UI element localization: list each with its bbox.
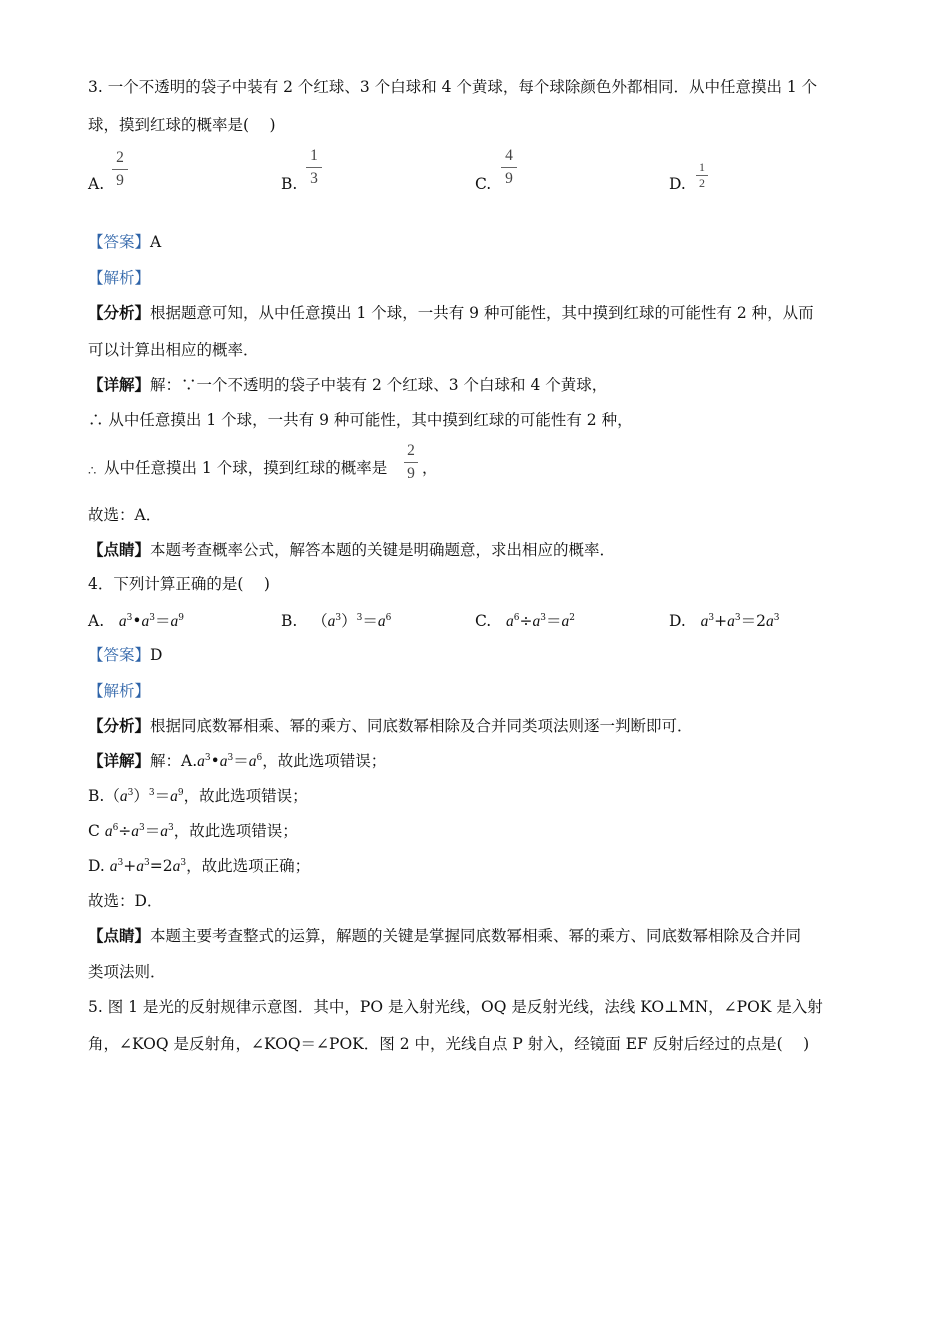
q3-stem-line1: 3. 一个不透明的袋子中装有 2 个红球、3 个白球和 4 个黄球，每个球除颜色外都相同．从中任意摸出 1 个 [88,78,818,96]
q4-xiangjie-c: C $a^6\div a^3=a^3$，故此选项错误； [88,822,298,840]
q3-option-d-label: D. [669,175,686,193]
q3-option-b-label: B. [281,175,298,193]
q4-xiangjie-d: D. $a^3+a^3=2a^3$，故此选项正确； [88,857,311,875]
q4-choose: 故选：D． [88,892,163,910]
q4-dianjing-line2: 类项法则． [88,963,166,981]
q3-option-d-fraction: 1 2 [696,161,708,190]
q3-option-c-fraction: 4 9 [501,146,517,189]
q3-fenxi-line2: 可以计算出相应的概率． [88,341,259,359]
q3-option-a-fraction: 2 9 [112,148,128,191]
q3-xiangjie-line3-comma: ， [422,459,438,477]
therefore-symbol: ∴ [88,464,97,479]
q4-option-b: B. $(a^3)^3=a^6$ [281,612,392,630]
q4-option-c: C. $a^6\div a^3=a^2$ [475,612,575,630]
q5-stem-line1: 5. 图 1 是光的反射规律示意图．其中，PO 是入射光线，OQ 是反射光线，法线 KO⊥MN，∠POK 是入射 [88,998,823,1016]
q4-dianjing: 【点睛】本题主要考查整式的运算，解题的关键是掌握同底数幂相乘、幂的乘方、同底数幂相除及合并同 [88,926,802,945]
q4-option-a: A. $a^3•a^3=a^9$ [88,612,185,630]
q3-analysis-tag: 【解析】 [88,269,151,287]
q3-xiangjie: 【详解】解：∵一个不透明的袋子中装有 2 个红球、3 个白球和 4 个黄球， [88,375,608,394]
q3-option-a-label: A. [88,175,105,193]
q5-stem-line2: 角，∠KOQ 是反射角，∠KOQ＝∠POK．图 2 中，光线自点 P 射入，经镜面 EF 反射后经过的点是( ) [88,1035,810,1053]
q3-answer: 【答案】A [88,233,162,251]
q3-xiangjie-line3: 从中任意摸出 1 个球，摸到红球的概率是 [104,459,388,477]
q4-fenxi: 【分析】根据同底数幂相乘、幂的乘方、同底数幂相除及合并同类项法则逐一判断即可． [88,716,693,735]
q3-dianjing: 【点睛】本题考查概率公式，解答本题的关键是明确题意，求出相应的概率． [88,540,616,559]
q4-option-d: D. $a^3+a^3=2a^3$ [669,612,780,630]
q3-xiangjie-line2: ∴ 从中任意摸出 1 个球，一共有 9 种可能性，其中摸到红球的可能性有 2 种， [88,411,633,429]
q3-choose: 故选：A． [88,506,162,524]
q4-answer: 【答案】D [88,646,163,664]
q4-stem: 4．下列计算正确的是( ) [88,575,270,593]
q3-option-b-fraction: 1 3 [306,146,322,189]
q3-stem-line2: 球，摸到红球的概率是( ) [88,116,276,134]
q4-xiangjie-b: $B.(a^3)^3=a^9$，故此选项错误； [88,787,308,805]
q3-fenxi: 【分析】根据题意可知，从中任意摸出 1 个球，一共有 9 种可能性，其中摸到红球的可能性有 2 种，从而 [88,303,814,322]
q3-xiangjie-fraction: 2 9 [404,441,418,484]
q3-option-c-label: C. [475,175,492,193]
q4-xiangjie-a: 【详解】解：$A.a^3•a^3=a^6$，故此选项错误； [88,751,387,770]
q4-analysis-tag: 【解析】 [88,682,151,700]
